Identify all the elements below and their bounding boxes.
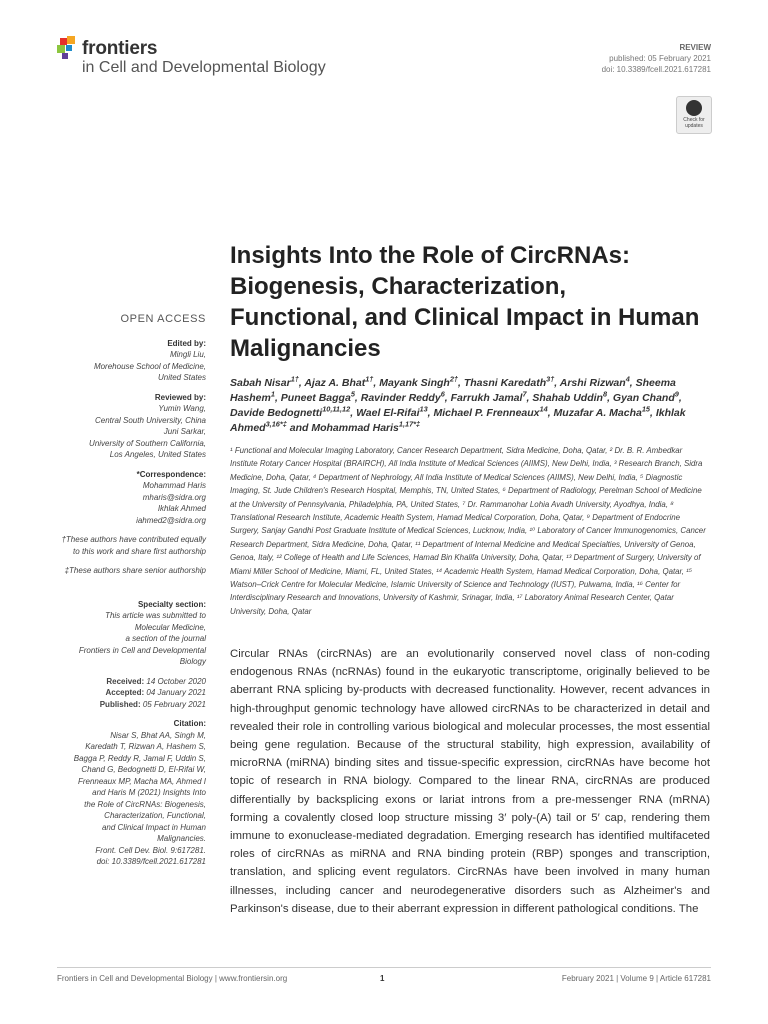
author-affiliation-marker: 10,11,12: [322, 404, 351, 414]
author-affiliation-marker: 1†: [365, 374, 374, 384]
affiliations: ¹ Functional and Molecular Imaging Laboratory, Cancer Research Department, Sidra Medicine, Doha, Qatar, ² Dr. B. R. Ambedkar Institute Rotary Cancer Hospital (BRAIRCH), All India Institute of Medical Sciences (AIIMS), New Delhi, India, ³ Research Branch, Sidra Medicine, Doha, Qatar, ⁴ Department of Nephrology, All India Institute of Medical Sciences (AIIMS), New Delhi, India, ⁵ Diagnostic Imaging, St. Jude Children's Research Hospital, Memphis, TN, United States, ⁶ Department of Radiology, Perelman School of Medicine at the University of Pennsylvania, Philadelphia, PA, United States, ⁷ Dr. Rammanohar Lohia Avadh University, Ayodhya, India, ⁸ Translational Research Institute, Academic Health System, Hamad Medical Corporation, Doha, Qatar, ⁹ Department of Endocrine Surgery, Sanjay Gandhi Post Graduate Institute of Medical Sciences, Lucknow, India, ¹⁰ Laboratory of Cancer Immunogenomics, Cancer Research Department, Sidra Medicine, Doha, Qatar, ¹¹ Department of Internal Medicine and Medical Specialties, University of Genoa, Genoa, Italy, ¹² College of Health and Life Sciences, Hamad Bin Khalifa University, Doha, Qatar, ¹³ Department of Surgery, University of Miami Miller School of Medicine, Miami, FL, United States, ¹⁴ Academic Health System, Hamad Medical Corporation, Doha, Qatar, ¹⁵ Watson–Crick Centre for Molecular Medicine, Islamic University of Science and Technology (IUST), Pulwama, India, ¹⁶ Center for Interdisciplinary Research and Innovations, University of Kashmir, Srinagar, India, ¹⁷ Laboratory Animal Research Center, Qatar University, Doha, Qatar: [230, 446, 706, 616]
author-name[interactable]: Ajaz A. Bhat$^{1\dagger}$: [304, 374, 374, 389]
date-label: Received:: [106, 676, 147, 686]
author-affiliation-marker: 15: [641, 404, 650, 414]
page-number: 1: [380, 974, 385, 983]
sidebar-line: Nisar S, Bhat AA, Singh M,: [110, 730, 206, 740]
author-name[interactable]: Gyan Chand$^9$: [612, 389, 679, 404]
citation-label: Citation:: [173, 719, 206, 728]
author-name[interactable]: Michael P. Frenneaux$^{14}$: [433, 404, 548, 419]
author-affiliation-marker: 14: [539, 404, 548, 414]
author-name[interactable]: Mayank Singh$^{2\dagger}$: [379, 374, 458, 389]
published-date: published: 05 February 2021: [609, 54, 711, 63]
date-value: 05 February 2021: [142, 699, 206, 709]
sidebar-line: Biology: [179, 657, 206, 666]
citation-text: [57, 730, 206, 868]
author-name[interactable]: Farrukh Jamal$^7$: [450, 389, 527, 404]
author-affiliation-marker: 3†: [546, 374, 555, 384]
sidebar-line: Central South University, China: [94, 415, 206, 425]
sidebar-line: University of Southern California,: [89, 438, 206, 448]
date-row: [57, 699, 206, 711]
author-affiliation-marker: 7: [522, 389, 527, 399]
footer-journal[interactable]: Frontiers in Cell and Developmental Biology | www.frontiersin.org: [57, 974, 288, 983]
open-access-label: OPEN ACCESS: [120, 313, 206, 325]
footer-divider: [57, 967, 711, 968]
author-affiliation-marker: 9: [674, 389, 679, 399]
sidebar-line: Karedath T, Rizwan A, Hashem S,: [85, 742, 206, 751]
sidebar-line: United States: [157, 373, 206, 382]
author-name[interactable]: Ikhlak Ahmed$^{3,16*\ddagger}$: [230, 407, 686, 434]
author-name[interactable]: Wael El-Rifai$^{13}$: [356, 404, 428, 419]
reviewed-by-label: Reviewed by:: [154, 392, 206, 402]
date-value: 04 January 2021: [146, 688, 206, 697]
reviewer-list: [57, 403, 206, 461]
article-sidebar: [57, 314, 206, 868]
sidebar-line: Mohammad Haris: [142, 481, 206, 490]
brand-name: frontiers: [82, 38, 158, 59]
article-dates: [57, 676, 206, 711]
author-affiliation-marker: 6: [440, 389, 445, 399]
author-list: Sabah Nisar$^{1\dagger}$, Ajaz A. Bhat$^{1\dagger}$, Mayank Singh$^{2\dagger}$, Thasni Karedath$^{3\dagger}$, Arshi Rizwan$^4$, Sheema Hashem$^1$, Puneet Bagga$^5$, Ravinder Reddy$^6$, Farrukh Jamal$^7$, Shahab Uddin$^8$, Gyan Chand$^9$, Davide Bedognetti$^{10,11,12}$, Wael El-Rifai$^{13}$, Michael P. Frenneaux$^{14}$, Muzafar A. Macha$^{15}$, Ikhlak Ahmed$^{3,16*\ddagger}$ and Mohammad Haris$^{1,17*\ddagger}$: [230, 374, 686, 434]
date-label: Published:: [99, 699, 143, 709]
date-row: [57, 687, 206, 699]
author-name[interactable]: Arshi Rizwan$^4$: [559, 374, 630, 389]
author-name[interactable]: Sheema Hashem$^1$: [230, 377, 676, 404]
author-affiliation-marker: 2†: [449, 374, 458, 384]
check-updates-label: Check for updates: [683, 117, 705, 129]
sidebar-line: This article was submitted to: [105, 611, 206, 620]
equal-contribution-note: †These authors have contributed equally to this work and share first authorship: [61, 535, 206, 556]
sidebar-line: the Role of CircRNAs: Biogenesis,: [84, 799, 206, 809]
article-type: REVIEW: [679, 43, 711, 52]
article-title: Insights Into the Role of CircRNAs: Biogenesis, Characterization, Functional, and Clinical Impact in Human Malignancies: [230, 242, 700, 362]
author-affiliation-marker: 4: [625, 374, 630, 384]
author-name[interactable]: Thasni Karedath$^{3\dagger}$: [463, 374, 555, 389]
doi-link[interactable]: doi: 10.3389/fcell.2021.617281: [601, 65, 711, 74]
sidebar-line: Ikhlak Ahmed: [157, 504, 206, 513]
edited-by-label: Edited by:: [167, 338, 206, 348]
sidebar-line: a section of the journal: [125, 634, 206, 643]
date-label: Accepted:: [105, 688, 147, 697]
author-name[interactable]: Puneet Bagga$^5$: [280, 389, 355, 404]
specialty-section-label: Specialty section:: [137, 599, 206, 609]
abstract: Circular RNAs (circRNAs) are an evolutionarily conserved novel class of non-coding endogenous RNAs (ncRNAs) found in the eukaryotic transcriptome, originally believed to be aberrant RNA splicing by-products with decreased functionality. However, recent advances in high-throughput genomic technology have allowed circRNAs to be characterized in detail and revealed their role in controlling various biological and molecular processes, the most essential being gene regulation. Because of the structural stability, high expression, availability of microRNA (miRNA) binding sites and tissue-specific expression, circRNAs have become hot topic of research in RNA biology. Compared to the linear RNA, circRNAs are produced differentially by backsplicing exons or lariat introns from a pre-messenger RNA (mRNA) forming a covalently closed loop structure missing 3′ poly-(A) tail or 5′ cap, rendering them immune to exonuclease-mediated degradation. Emerging research has identified multifaceted roles of circRNAs as miRNA and RNA binding protein (RBP) sponges and transcription, translation, and splicing event regulators. CircRNAs have been involved in many human illnesses, including cancer and neurodegenerative disorders such as Alzheimer's and Parkinson's disease, due to their aberrant expression in different pathological conditions. The: [230, 648, 710, 915]
author-name[interactable]: Davide Bedognetti$^{10,11,12}$: [230, 404, 351, 419]
sidebar-line[interactable]: mharis@sidra.org: [142, 492, 206, 502]
date-row: [57, 676, 206, 688]
sidebar-line[interactable]: iahmed2@sidra.org: [136, 515, 206, 525]
frontiers-logo-icon: [57, 36, 79, 60]
author-name[interactable]: Ravinder Reddy$^6$: [360, 389, 445, 404]
footer-article-info: February 2021 | Volume 9 | Article 617281: [561, 974, 711, 983]
sidebar-line: Characterization, Functional,: [104, 811, 206, 820]
editor-list: [57, 349, 206, 384]
correspondence-list: [57, 480, 206, 526]
date-value: 14 October 2020: [146, 676, 206, 686]
sidebar-line: Morehouse School of Medicine,: [93, 361, 206, 371]
correspondence-label: *Correspondence:: [136, 469, 206, 479]
sidebar-line: Chand G, Bedognetti D, El-Rifai W,: [81, 765, 206, 774]
author-affiliation-marker: 8: [602, 389, 608, 399]
check-for-updates-button[interactable]: [676, 96, 712, 134]
sidebar-line: Front. Cell Dev. Biol. 9:617281.: [95, 845, 206, 855]
sidebar-line: Frenneaux MP, Macha MA, Ahmed I: [77, 776, 206, 786]
sidebar-line: Los Angeles, United States: [109, 450, 206, 459]
sidebar-line: Molecular Medicine,: [134, 622, 206, 632]
author-affiliation-marker: 1,17*‡: [398, 419, 421, 429]
author-affiliation-marker: 1: [270, 389, 275, 399]
sidebar-line: Malignancies.: [157, 834, 206, 843]
author-affiliation-marker: 13: [419, 404, 428, 414]
sidebar-line: Yumin Wang,: [158, 404, 206, 413]
author-name[interactable]: Shahab Uddin$^8$: [532, 389, 608, 404]
journal-name: in Cell and Developmental Biology: [82, 59, 326, 76]
sidebar-line: doi: 10.3389/fcell.2021.617281: [96, 857, 206, 866]
sidebar-line: Juni Sarkar,: [163, 427, 206, 436]
sidebar-line: and Haris M (2021) Insights Into: [92, 788, 206, 797]
sidebar-line: and Clinical Impact in Human: [101, 822, 206, 832]
author-name[interactable]: Mohammad Haris$^{1,17*\ddagger}$: [311, 419, 421, 434]
sidebar-line: Mingli Liu,: [169, 350, 206, 359]
author-affiliation-marker: 1†: [290, 374, 299, 384]
author-name[interactable]: Muzafar A. Macha$^{15}$: [553, 404, 650, 419]
specialty-section: [57, 610, 206, 668]
sidebar-line: Frontiers in Cell and Developmental: [78, 645, 206, 655]
author-name[interactable]: Sabah Nisar$^{1\dagger}$: [230, 374, 299, 389]
check-updates-icon: [686, 100, 702, 116]
sidebar-line: Bagga P, Reddy R, Jamal F, Uddin S,: [73, 753, 206, 763]
author-affiliation-marker: 3,16*‡: [265, 419, 287, 429]
author-affiliation-marker: 5: [350, 389, 355, 399]
senior-authorship-note: ‡These authors share senior authorship: [64, 566, 206, 575]
